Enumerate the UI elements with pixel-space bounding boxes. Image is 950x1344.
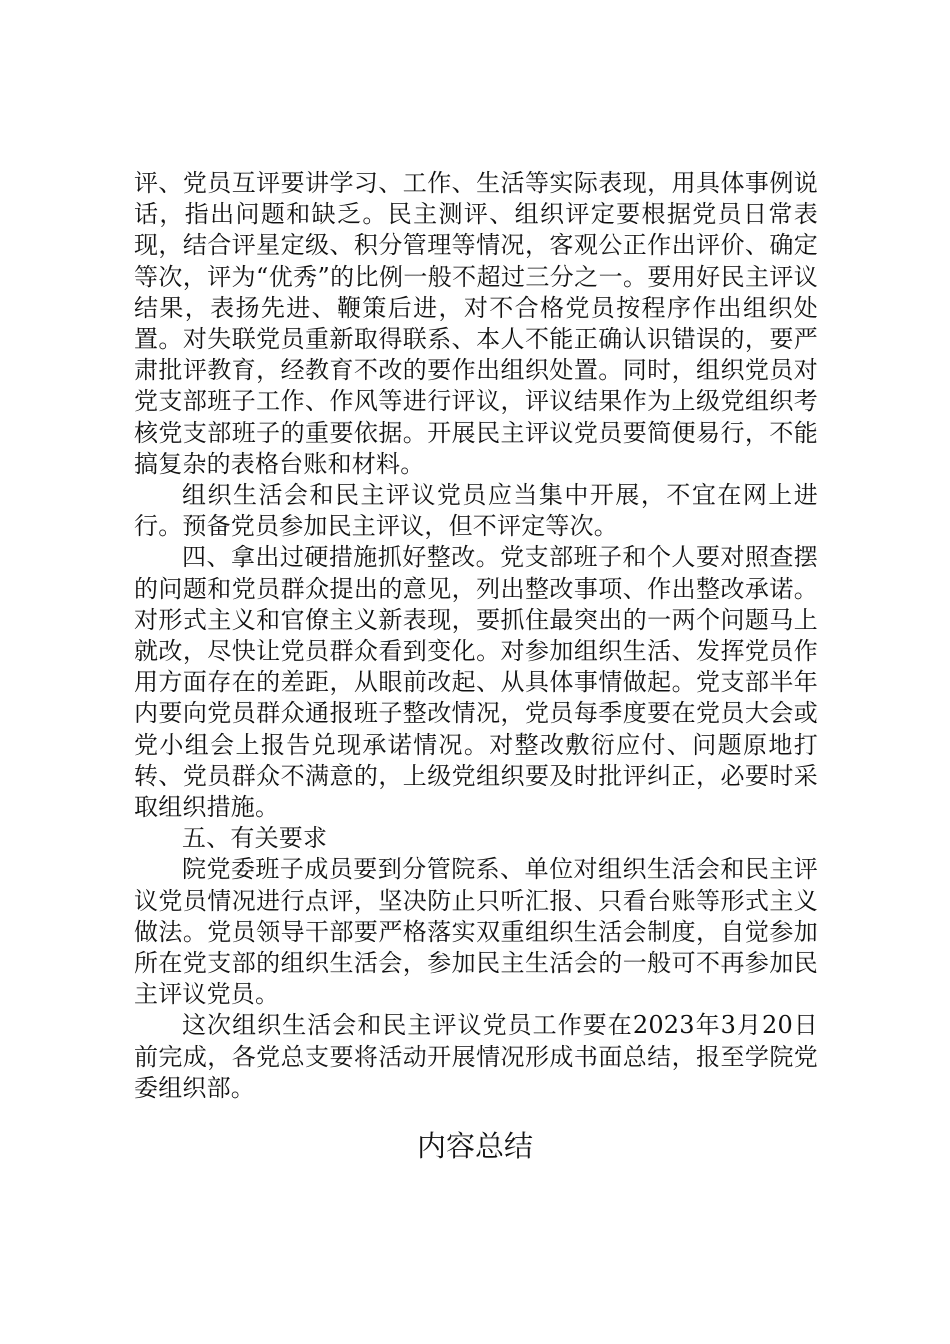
summary-heading: 内容总结 (416, 1129, 533, 1163)
document-body (134, 168, 818, 1104)
section-five-heading: 五、有关要求 (182, 824, 328, 853)
paragraph-continuation: 评、党员互评要讲学习、工作、生活等实际表现，用具体事例说话，指出问题和缺乏。民主测评、组织评定要根据党员日常表现，结合评星定级、积分管理等情况，客观公正作出评价、确定等次，评为“优秀”的比例一般不超过三分之一。要用好民主评议结果，表扬先进、鞭策后进，对不合格党员按程序作出组织处置。对失联党员重新取得联系、本人不能正确认识错误的，要严肃批评教育，经教育不改的要作出组织处置。同时，组织党员对党支部班子工作、作风等进行评议，评议结果作为上级党组织考核党支部班子的重要依据。开展民主评议党员要简便易行，不能搞复杂的表格台账和材料。 (134, 169, 818, 478)
paragraph-requirements: 院党委班子成员要到分管院系、单位对组织生活会和民主评议党员情况进行点评，坚决防止只听汇报、只看台账等形式主义做法。党员领导干部要严格落实双重组织生活会制度，自觉参加所在党支部的组织生活会，参加民主生活会的一般可不再参加民主评议党员。 (134, 855, 818, 1009)
paragraph-section-four: 四、拿出过硬措施抓好整改。党支部班子和个人要对照查摆的问题和党员群众提出的意见，列出整改事项、作出整改承诺。对形式主义和官僚主义新表现，要抓住最突出的一两个问题马上就改，尽快让党员群众看到变化。对参加组织生活、发挥党员作用方面存在的差距，从眼前改起、从具体事情做起。党支部半年内要向党员群众通报班子整改情况，党员每季度要在党员大会或党小组会上报告兑现承诺情况。对整改敷衍应付、问题原地打转、党员群众不满意的，上级党组织要及时批评纠正，必要时采取组织措施。 (134, 543, 818, 822)
paragraph-meeting-timing: 组织生活会和民主评议党员应当集中开展，不宜在网上进行。预备党员参加民主评议，但不评定等次。 (134, 481, 818, 541)
paragraph-deadline: 这次组织生活会和民主评议党员工作要在2023年3月20日前完成，各党总支要将活动开展情况形成书面总结，报至学院党委组织部。 (134, 1011, 818, 1102)
